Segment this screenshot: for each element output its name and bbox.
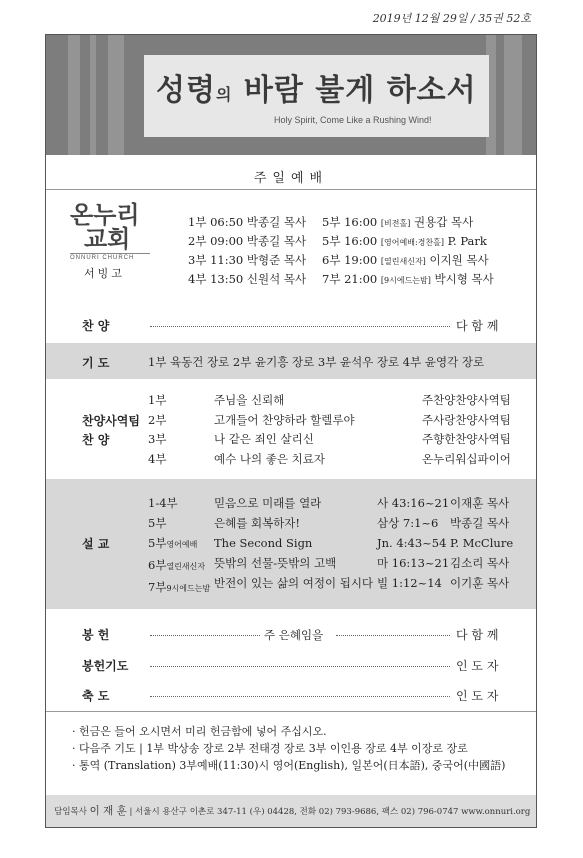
issue-date: 2019년 12월 29일 / 35권 52호: [372, 12, 531, 25]
benediction-leader: 인 도 자: [456, 689, 499, 703]
banner-subtitle: Holy Spirit, Come Like a Rushing Wind!: [274, 115, 432, 125]
senior-pastor-name: 이 재 훈: [89, 805, 127, 817]
offering-leader: 다 함 께: [456, 628, 499, 642]
footer: 담임목사 이 재 훈 | 서울시 용산구 이촌로 347-11 (우) 04428, 전화 02) 793-9686, 팩스 02) 796-0747 www.onnuri.org: [46, 795, 536, 827]
bulletin-frame: [45, 34, 537, 828]
sermon-titles: 믿음으로 미래를 열라 은혜를 회복하자! The Second Sign 뜻밖의 선물-뜻밖의 고백 반전이 있는 삶의 여정이 됩시다: [214, 496, 374, 590]
prayer-text: 1부 육동건 장로 2부 윤기흥 장로 3부 윤석우 장로 4부 윤영각 장로: [148, 355, 485, 369]
service-times-left: 1부 06:50 박종길 목사 2부 09:00 박종길 목사 3부 11:30 박형준 목사 4부 13:50 신원석 목사: [188, 215, 307, 286]
offering-label: 봉 헌: [82, 628, 110, 642]
section-title-worship: 주일예배: [253, 171, 329, 186]
offering-hymn: 주 은혜임을: [264, 628, 324, 642]
sermon-verses: 사 43:16~21 삼상 7:1~6 Jn. 4:43~54 마 16:13~21 빌 1:12~14: [377, 496, 450, 590]
note-offering: · 헌금은 들어 오시면서 미리 헌금함에 넣어 주십시오.: [72, 725, 327, 738]
praise-songs: 주님을 신뢰해 고개들어 찬양하라 할렐루야 나 같은 죄인 살리신 예수 나의 좋은 치료자: [214, 393, 355, 466]
sermon-label: 설 교: [82, 537, 110, 551]
sermon-parts: 1-4부 5부 5부영어예배 6부열린새신자 7부9시에드는밤: [148, 496, 211, 594]
offering-prayer-leader: 인 도 자: [456, 659, 499, 673]
praise-label: 찬양사역팀: [82, 414, 140, 428]
church-logo: 온누리 교회 ONNURI CHURCH 서빙고: [70, 203, 150, 281]
hymn-leader: 다 함 께: [456, 319, 499, 333]
service-times-right: 5부 16:00 [비전홀] 권용갑 목사 5부 16:00 [영어예배:경찬홀] P. Park 6부 19:00 [열린새신자] 이지원 목사 7부 21:00 [9시에드는밤] 박시형 목사: [322, 215, 494, 286]
branch-name: 서빙고: [84, 267, 125, 280]
announcements: [72, 723, 505, 774]
note-next-prayer: · 다음주 기도 | 1부 박상송 장로 2부 전태경 장로 3부 이인용 장로 4부 이장로 장로: [72, 742, 468, 755]
note-translation: · 통역 (Translation) 3부예배(11:30)시 영어(English), 일본어(日本語), 중국어(中國語): [72, 759, 506, 772]
offering-prayer-label: 봉헌기도: [82, 659, 129, 673]
sermon-pastors: 이재훈 목사 박종길 목사 P. McClure 김소리 목사 이기훈 목사: [450, 496, 514, 590]
praise-teams: 주찬양찬양사역팀 주사랑찬양사역팀 주향한찬양사역팀 온누리워십파이어: [422, 393, 511, 466]
banner-title: 성령의 바람 불게 하소서: [156, 73, 477, 108]
banner: [46, 35, 536, 155]
church-address: | 서울시 용산구 이촌로 347-11 (우) 04428, 전화 02) 793-9686, 팩스 02) 796-0747 www.onnuri.org: [129, 807, 531, 817]
praise-label-2: 찬 양: [82, 433, 110, 447]
benediction-label: 축 도: [82, 689, 110, 703]
prayer-label: 기 도: [82, 356, 110, 370]
praise-parts: 1부 2부 3부 4부: [148, 393, 167, 466]
hymn-label: 찬 양: [82, 319, 110, 333]
